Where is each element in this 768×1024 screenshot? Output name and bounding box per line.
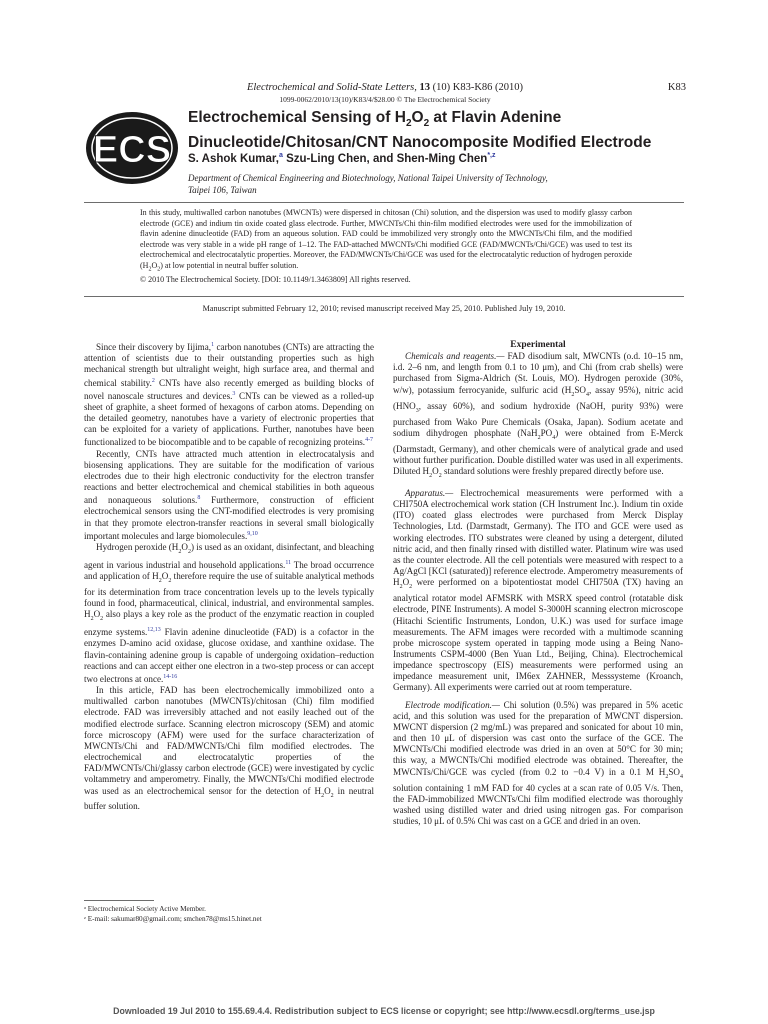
journal-name: Electrochemical and Solid-State Letters, [246, 82, 417, 93]
abstract-text: In this study, multiwalled carbon nanotubes (MWCNTs) were dispersed in chitosan (Chi) solution, and the dispersion was used to modify glassy carbon electrode (GCE) and indium tin oxide coated glass electrode. Further, MWCNTs/Chi thin-film modified electrodes were used for the immobilization of flavin adenine dinucleotide (FAD) from an aqueous solution. FAD could be immobilized very strongly onto the MWCNTs/Chi film, and the modified electrode was very stable in a wide pH range of 1–12. The FAD-attached MWCNTs/Chi modified GCE (FAD/MWCNTs/Chi/GCE) was used to test its electrochemical and electrocatalytic properties. Moreover, the FAD/MWCNTs/Chi/GCE was used for the electrocatalytic reduction of hydrogen peroxide $(H_2O_2)$ at low potential in neutral buffer solution. [140, 208, 632, 273]
journal-volume: 13 [419, 82, 430, 93]
right-column [393, 340, 683, 827]
chemicals-paragraph: Chemicals and reagents.— FAD disodium salt, MWCNTs (o.d. 10–15 nm, i.d. 2–6 nm, and length from 0.1 to 10 μm), and Chi (from crab shells) were purchased from Sigma-Aldrich (St. Louis, MO). Hydrogen peroxide (30%, w/w), potassium ferrocyanide, sulfuric acid ($H_2SO_4$, assay 95%), nitric acid ($HNO_3$, assay 60%), and sodium hydroxide (NaOH, purity 93%) were purchased from Wako Pure Chemicals (Osaka, Japan). Sodium acetate and sodium dihydrogen phosphate $(NaH_2PO_4)$ were obtained from E-Merck (Darmstadt, Germany), and other chemicals were of analytical grade and used without further purification. Double distilled water was used in all experiments. Diluted $H_2O_2$ standard solutions were freshly prepared directly before use. [393, 351, 683, 479]
left-column [84, 340, 374, 813]
affiliation: Department of Chemical Engineering and Biotechnology, National Taipei University of Technology, Taipei 106, Taiwan [188, 173, 548, 195]
logo-text: ECS [92, 129, 172, 171]
author-list [188, 152, 688, 165]
apparatus-paragraph: Apparatus.— Electrochemical measurements were performed with a CHI750A electrochemical work station (CH Instrument Inc.). Indium tin oxide (ITO) coated glass electrodes were purchased from Merck Display Technologies, Ltd. (Darmstadt, Germany). The ITO and GCE were used as working electrodes. ITO substrates were cleaned by using a detergent, diluted nitric acid, and then finally rinsed with distilled water. Platinum wire was used as the counter electrode. All the cell potentials were measured with respect to a Ag/AgCl [KCl (saturated)] reference electrode. Amperometry measurements of $H_2O_2$ were performed on a bipotentiostat model CHI750A (TX) having an analytical rotator model AFMSRK with MSRX speed control (rotatable disk electrode, PINE Instruments). A model S-3000H scanning electron microscope (Hitachi Scientific Instruments, London, U.K.) was used for surface image measurements. The AFM images were recorded with a multimode scanning probe microscope system operated in tapping mode using a Being Nano-Instruments CSPM-4000 (Ben Yuan Ltd., Beijing, China). Electrochemical impedance spectroscopy (EIS) measurements were performed using an impedance measurement unit, IM6ex ZAHNER, Messsysteme (Kroanch, Germany). All experiments were carried out at room temperature. [393, 487, 683, 693]
intro-paragraph-2: Recently, CNTs have attracted much attention in electrocatalysis and biosensing applications. They are suitable for the modification of various electrodes due to their high electronic conductivity for the electron transfer reactions and better electrochemical and chemical stabilities in both aqueous and nonaqueous solutions.$^8$ Furthermore, construction of efficient electrochemical sensors using the CNT-modified electrodes is very promising in that they promote electron-transfer reactions in several small biologically important molecules and large biomolecules.$^{9,10}$ [84, 448, 374, 541]
author-3-mark: *,z [487, 152, 496, 159]
submission-dates: Manuscript submitted February 12, 2010; revised manuscript received May 25, 2010. Published July 19, 2010. [202, 304, 566, 313]
section-heading-experimental: Experimental [510, 340, 566, 350]
intro-paragraph-3: Hydrogen peroxide $(H_2O_2)$ is used as an oxidant, disinfectant, and bleaching agent in various industrial and household applications.$^{11}$ The broad occurrence and application of $H_2O_2$ therefore require the use of suitable analytical methods for its determination from trace concentration levels up to the levels typically found in food, pharmaceutical, clinical, industrial, and environmental samples. $H_2O_2$ also plays a key role as the product of the enzymatic reaction in coupled enzyme systems.$^{12,13}$ Flavin adenine dinucleotide (FAD) is a cofactor in the enzymes D-amino acid oxidase, glucose oxidase, and xanthine oxidase. The flavin-containing adenine group is capable of undergoing oxidation–reduction reactions and can accept either one electron in a two-step process or can accept two electrons at once.$^{14-16}$ [84, 541, 375, 684]
footnote-member: ᵃ Electrochemical Society Active Member. [84, 905, 206, 913]
abstract [140, 208, 632, 286]
author-1: S. Ashok Kumar, [188, 152, 279, 165]
issn-line: 1099-0062/2010/13(10)/K83/4/$28.00 © The Electrochemical Society [279, 95, 491, 104]
intro-paragraph-1: Since their discovery by Iijima,$^1$ carbon nanotubes (CNTs) are attracting the attention of scientists due to their outstanding properties such as high mechanical strength but ultralight weight, high surface area, and thermal and chemical stability.$^2$ CNTs have also recently emerged as building blocks of novel nanoscale structures and devices.$^3$ CNTs can be viewed as a rolled-up sheet of graphite, a sheet formed of hexagons of carbon atoms. Depending on the detailed geometry, nanotubes have a variety of electronic properties that can be exploited for a variety of applications. Further, nanotubes have been functionalized to be biocompatible and to be capable of recognizing proteins.$^{4-7}$ [84, 342, 375, 448]
abstract-copyright: © 2010 The Electrochemical Society. [DOI: 10.1149/1.3463809] All rights reserved. [140, 275, 411, 285]
subheading-apparatus: Apparatus.— [405, 487, 454, 498]
footnote-email: ᶻ E-mail: sakumar80@gmail.com; smchen78@ms15.hinet.net [84, 915, 262, 923]
author-2-3: Szu-Ling Chen, and Shen-Ming Chen [282, 152, 488, 165]
intro-paragraph-4: In this article, FAD has been electrochemically immobilized onto a multiwalled carbon nanotubes (MWCNTs)/chitosan (Chi) film modified electrode. FAD was irreversibly attached and not easily leached out of the modified electrode surface. Scanning electron microscopy (SEM) and atomic force microscopy (AFM) were used for the surface characterization of MWCNTs/Chi and FAD/MWCNTs/Chi film modified electrodes. The electrochemical and electrocatalytic properties of the FAD/MWCNTs/Chi/glassy carbon electrode (GCE) were investigated by cyclic voltammetry and amperometry. Finally, the MWCNTs/Chi modified electrode was used as an electrochemical sensor for the detection of $H_2O_2$ in neutral buffer solution. [84, 685, 375, 812]
divider-middle [84, 296, 684, 297]
ecs-logo [84, 110, 180, 186]
download-footer: Downloaded 19 Jul 2010 to 155.69.4.4. Redistribution subject to ECS license or copyright; see http://www.ecsdl.org/terms_use.jsp [113, 1006, 655, 1016]
footnote-divider [84, 900, 154, 901]
author-1-mark: a [278, 152, 283, 159]
article-title: Electrochemical Sensing of $H_2O_2$ at Flavin Adenine Dinucleotide/Chitosan/CNT Nanocomposite Modified Electrode [188, 109, 652, 152]
footnotes [84, 904, 374, 924]
subheading-electrode-modification: Electrode modification.— [405, 699, 500, 710]
subheading-chemicals: Chemicals and reagents.— [405, 351, 505, 362]
journal-citation [190, 82, 580, 93]
electrode-modification-paragraph: Electrode modification.— Chi solution (0.5%) was prepared in 5% acetic acid, and this solution was used for the preparation of MWCNT dispersion. MWCNT dispersion (2 mg/mL) was prepared and sonicated for about 10 min, and then 10 μL of dispersion was cast onto the surface of the GCE. The MWCNTs/Chi modified electrode was dried in an oven at 50°C for 30 min; this way, a MWCNTs/Chi modified electrode was obtained. Thereafter, the MWCNTs/Chi/GCE was cycled (from 0.2 to −0.4 V) in a 0.1 M $H_2SO_4$ solution containing 1 mM FAD for 40 cycles at a scan rate of 0.05 V/s. Then, the FAD-immobilized MWCNTs/Chi film modified electrode was thoroughly washed using distilled water and dried using nitrogen gas. For comparison studies, 10 μL of 0.5% Chi was cast on a GCE and dried in an oven. [393, 699, 683, 826]
journal-issue-pages: (10) K83-K86 (2010) [432, 82, 524, 93]
divider-top [84, 202, 684, 203]
page-number: K83 [667, 82, 686, 93]
